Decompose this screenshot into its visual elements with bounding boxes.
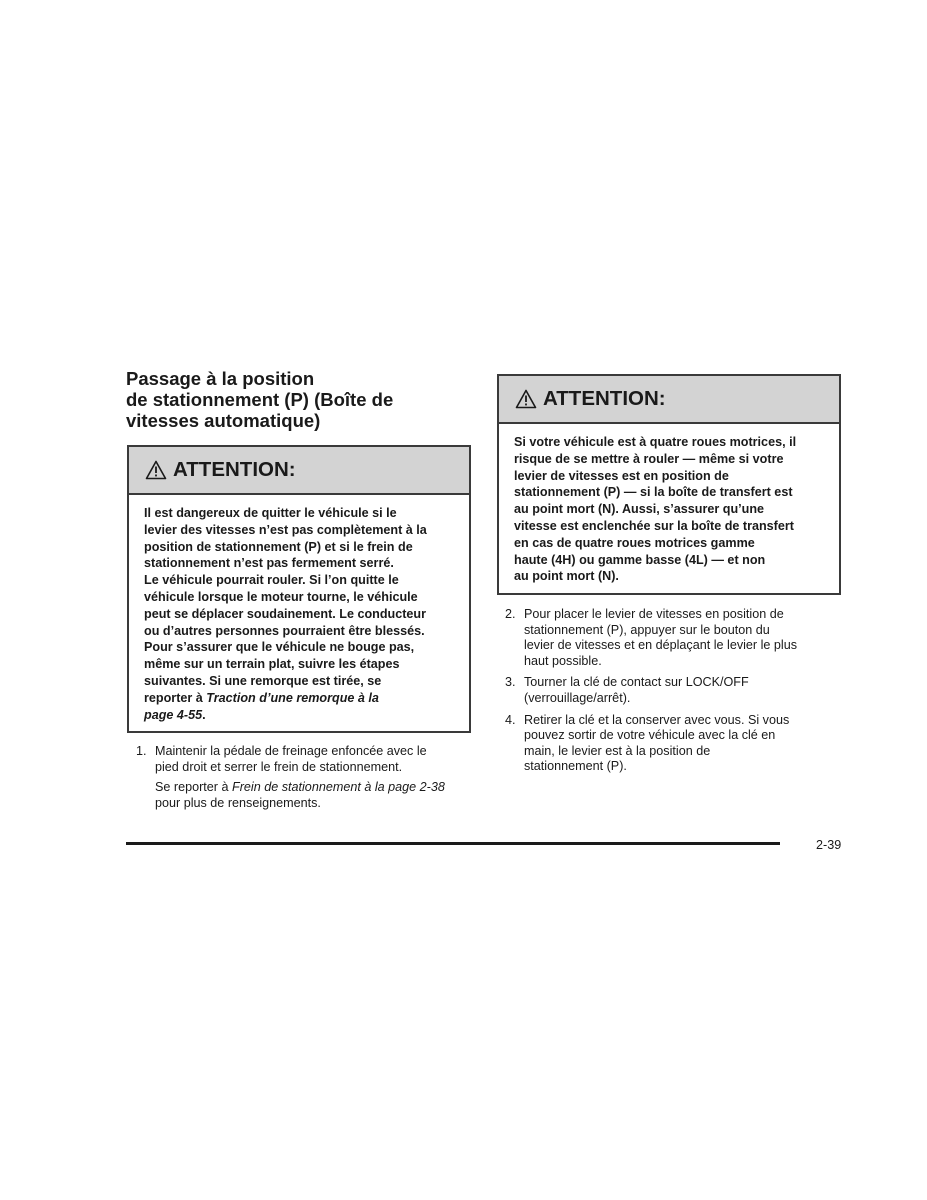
- step-line: Pour placer le levier de vitesses en position de: [524, 607, 784, 621]
- section-title-line: vitesses automatique): [126, 410, 321, 431]
- section-title-line: de stationnement (P) (Boîte de: [126, 389, 394, 410]
- caution-line: [144, 707, 469, 724]
- step-line: Tourner la clé de contact sur LOCK/OFF: [524, 675, 749, 690]
- caution-line-end: .: [202, 707, 206, 722]
- caution-line: position de stationnement (P) et si le frein de: [144, 539, 413, 554]
- caution-line: levier des vitesses n’est pas complètement à la: [144, 522, 427, 537]
- step-item: [136, 744, 476, 775]
- caution-line: peut se déplacer soudainement. Le conducteur: [144, 606, 427, 621]
- caution-line: vitesse est enclenchée sur la boîte de transfert: [514, 518, 794, 533]
- warning-triangle-icon: [145, 460, 167, 480]
- caution-line: risque de se mettre à rouler — même si votre: [514, 451, 784, 466]
- step-number: 2.: [505, 607, 516, 621]
- caution-header: [499, 376, 839, 424]
- caution-box-park: [127, 445, 471, 733]
- section-title-line: Passage à la position: [126, 368, 315, 389]
- warning-triangle-icon: [515, 389, 537, 409]
- caution-line: suivantes. Si une remorque est tirée, se: [144, 673, 382, 688]
- step-note-line: [155, 780, 476, 796]
- step-note: [136, 780, 476, 811]
- step-line: Maintenir la pédale de freinage enfoncée avec le: [155, 744, 427, 758]
- caution-line: même sur un terrain plat, suivre les étapes: [144, 657, 400, 672]
- caution-line: Le véhicule pourrait rouler. Si l’on quitte le: [144, 573, 399, 588]
- caution-line-prefix: reporter à: [144, 690, 207, 705]
- caution-heading: ATTENTION:: [543, 387, 666, 410]
- caution-header: [129, 447, 469, 495]
- step-line: main, le levier est à la position de: [524, 743, 711, 758]
- step-line: Retirer la clé et la conserver avec vous. Si vous: [524, 712, 790, 727]
- caution-box-4wd: [497, 374, 841, 595]
- caution-line: en cas de quatre roues motrices gamme: [514, 535, 755, 550]
- step-note-line: pour plus de renseignements.: [155, 795, 321, 810]
- caution-line: au point mort (N).: [514, 569, 619, 584]
- caution-heading: ATTENTION:: [173, 458, 296, 481]
- step-number: 1.: [136, 744, 147, 758]
- step-line: pied droit et serrer le frein de stationnement.: [155, 759, 403, 774]
- caution-line: au point mort (N). Aussi, s’assurer qu’une: [514, 502, 765, 517]
- caution-line: Il est dangereux de quitter le véhicule si le: [144, 506, 397, 520]
- caution-line: véhicule lorsque le moteur tourne, le véhicule: [144, 589, 418, 604]
- step-line: (verrouillage/arrêt).: [524, 690, 631, 705]
- caution-line: Si votre véhicule est à quatre roues motrices, il: [514, 435, 797, 449]
- step-line: pouvez sortir de votre véhicule avec la clé en: [524, 728, 776, 743]
- page-number: 2-39: [816, 838, 842, 852]
- caution-line: ou d’autres personnes pourraient être blessés.: [144, 623, 425, 638]
- step-line: stationnement (P).: [524, 759, 627, 774]
- section-title: [126, 368, 446, 431]
- caution-line: stationnement (P) — si la boîte de transfert est: [514, 485, 793, 500]
- caution-line: Pour s’assurer que le véhicule ne bouge pas,: [144, 640, 415, 655]
- caution-line: haute (4H) ou gamme basse (4L) — et non: [514, 552, 766, 567]
- step-item: [505, 607, 835, 669]
- caution-line: [144, 690, 469, 707]
- step-line: stationnement (P), appuyer sur le bouton du: [524, 622, 770, 637]
- step-line: haut possible.: [524, 653, 602, 668]
- footer-rule: [126, 842, 780, 845]
- caution-line: stationnement n’est pas fermement serré.: [144, 556, 394, 571]
- towing-reference-link[interactable]: Traction d’une remorque à la: [206, 690, 379, 705]
- step-number: 3.: [505, 675, 516, 690]
- steps-list-right: [505, 607, 835, 775]
- towing-reference-link-page[interactable]: page 4-55: [144, 707, 203, 722]
- parking-brake-reference-link[interactable]: Frein de stationnement à la page 2-38: [232, 780, 445, 795]
- steps-list-left: [136, 744, 476, 811]
- step-item: [505, 675, 835, 706]
- caution-text: [129, 495, 469, 723]
- step-item: [505, 713, 835, 775]
- step-number: 4.: [505, 712, 516, 727]
- step-line: levier de vitesses et en déplaçant le levier le plus: [524, 638, 798, 653]
- step-note-prefix: Se reporter à: [155, 780, 233, 795]
- caution-line: levier de vitesses est en position de: [514, 468, 729, 483]
- caution-text: [499, 424, 839, 585]
